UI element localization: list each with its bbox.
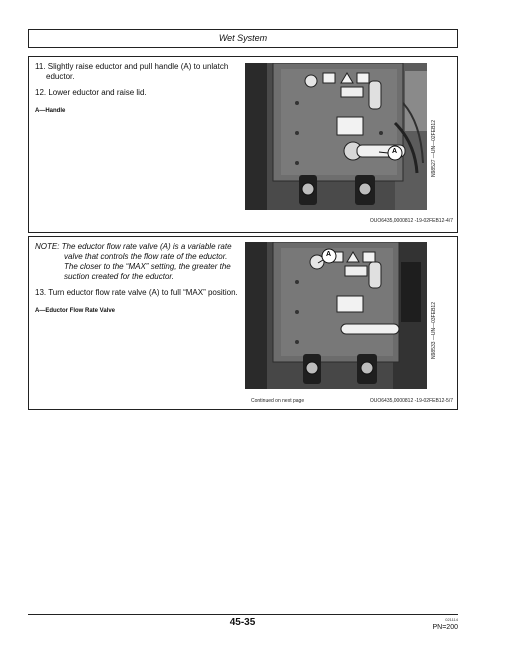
continued-note: Continued on next page [251, 398, 305, 404]
note-flow-rate-valve: NOTE: The eductor flow rate valve (A) is a variable rate valve that controls the flow rate of the eductor. The closer to the “MAX” setting, the greater the suction created for the eductor. [35, 242, 232, 281]
callout-legend: A—Eductor Flow Rate Valve [35, 308, 116, 314]
eductor-handle-photo [245, 63, 427, 210]
photo-id: N98527 —UN—02FEB12 [431, 120, 437, 177]
reference-code: OUO6435,0000812 -19-02FEB12-5/7 [369, 398, 453, 404]
instruction-text [35, 62, 243, 116]
flow-rate-valve-photo [245, 242, 427, 389]
callout-a-label: A [392, 148, 398, 155]
page-number: 45-35 [229, 617, 256, 628]
photo-id: N98533 —UN—03FEB12 [431, 302, 437, 359]
callout-a-label: A [326, 251, 332, 258]
step-11: 11. Slightly raise eductor and pull handle (A) to unlatch eductor. [35, 62, 229, 81]
footer-rule [28, 614, 458, 615]
procedure-block-unlatch-eductor [28, 56, 458, 233]
flow-rate-valve-illustration [245, 242, 427, 389]
step-13: 13. Turn eductor flow rate valve (A) to full “MAX” position. [35, 288, 238, 297]
header-rule-bottom [28, 47, 458, 48]
section-title: Wet System [218, 33, 268, 43]
procedure-block-flow-rate-valve [28, 236, 458, 410]
revision-code: 021114 [445, 617, 458, 622]
header-rule [28, 29, 458, 30]
eductor-handle-illustration [245, 63, 427, 210]
pn-number: PN=200 [432, 624, 458, 631]
instruction-text [35, 242, 243, 316]
callout-legend: A—Handle [35, 108, 66, 114]
reference-code: OUO6435,0000812 -19-02FEB12-4/7 [369, 218, 453, 224]
step-12: 12. Lower eductor and raise lid. [35, 88, 147, 97]
